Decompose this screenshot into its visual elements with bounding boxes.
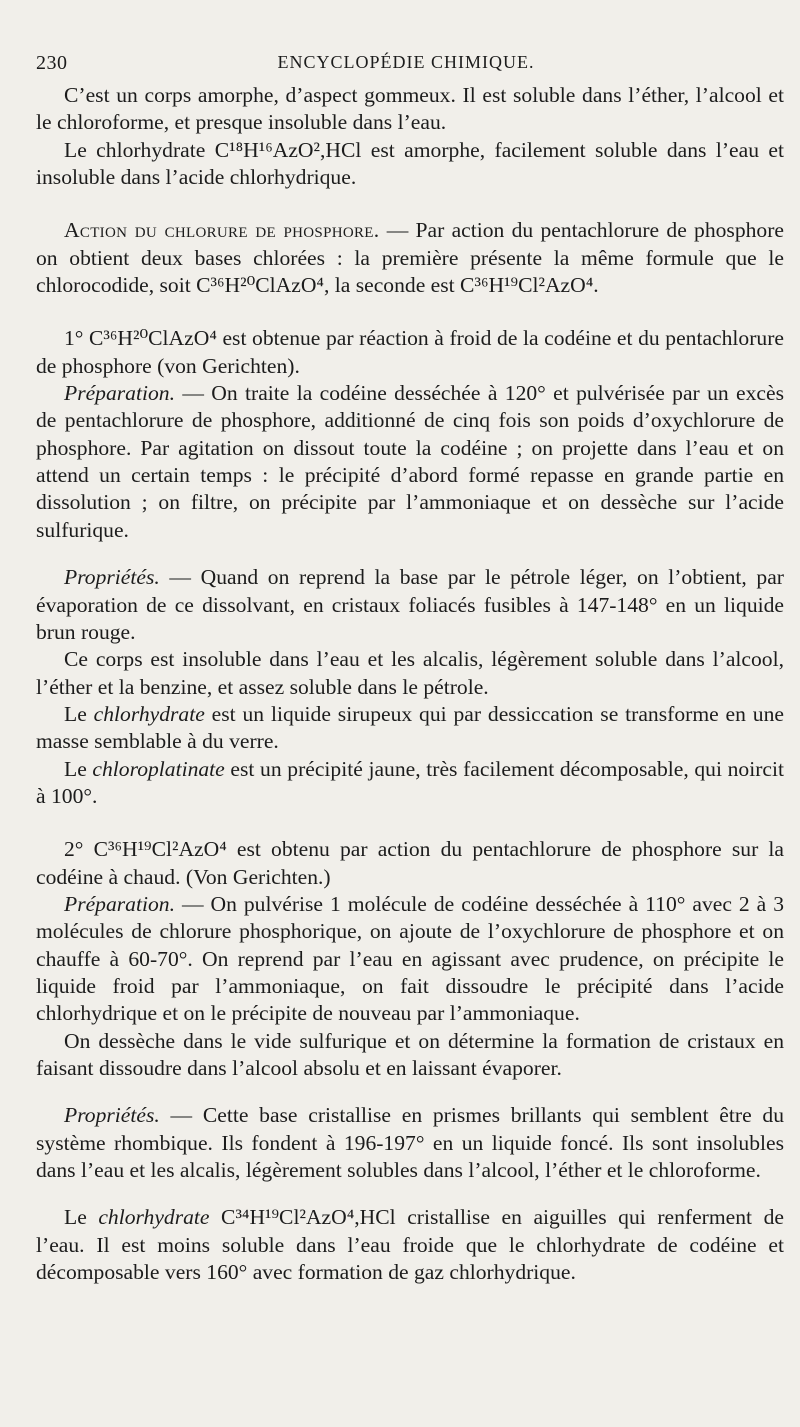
preparation-label: Préparation. (64, 381, 175, 406)
paragraph-preparation-2 (36, 891, 784, 1028)
term-chloroplatinate: chloroplatinate (92, 756, 225, 781)
paragraph-text: — On pulvérise 1 molécule de codéine desséchée à 110° avec 2 à 3 molécules de chlorure phosphorique, on ajoute de l’oxychlorure de phosphore et on chauffe à 60-70°. On reprend par l’eau en agissant avec prudence, on précipite le liquide froid par l’ammoniaque, on fait dissoudre le précipité dans l’acide chlorhydrique et on le précipite de nouveau par l’ammoniaque. (36, 891, 784, 1026)
paragraph-text: est un précipité jaune, très facilement décomposable, qui noircit à 100°. (36, 756, 784, 808)
paragraph-text: est un liquide sirupeux qui par dessiccation se transforme en une masse semblable à du verre. (36, 701, 784, 754)
paragraph-text: — Cette base cristallise en prismes brillants qui semblent être du système rhombique. Ils fondent à 196-197° en un liquide foncé. Ils sont insolubles dans l’eau et les alcalis, légèrement solubles dans l’alcool, l’éther et le chloroforme. (36, 1103, 784, 1183)
page-number: 230 (36, 52, 68, 74)
paragraph-dessiccation: On dessèche dans le vide sulfurique et on détermine la formation de cristaux en faisant dissoudre dans l’alcool absolu et en laissant évaporer. (36, 1028, 784, 1080)
preparation-label: Préparation. (64, 891, 175, 916)
paragraph-solubility: Ce corps est insoluble dans l’eau et les alcalis, légèrement soluble dans l’alcool, l’éther et la benzine, et assez soluble dans le pétrole. (36, 647, 784, 699)
paragraph-text: C³⁴H¹⁹Cl²AzO⁴,HCl cristallise en aiguilles qui renferment de l’eau. Il est moins soluble dans l’eau froide que le chlorhydrate de codéine et décomposable vers 160° avec formation de gaz chlorhydrique. (36, 1205, 784, 1285)
paragraph-2: Le chlorhydrate C¹⁸H¹⁶AzO²,HCl est amorphe, facilement soluble dans l’eau et insoluble dans l’acide chlorhydrique. (36, 137, 784, 190)
paragraph-1: C’est un corps amorphe, d’aspect gommeux. Il est soluble dans l’éther, l’alcool et le chloroforme, et presque insoluble dans l’eau. (36, 83, 784, 135)
paragraph-text: — On traite la codéine desséchée à 120° et pulvérisée par un excès de pentachlorure de phosphore, additionné de cinq fois son poids d’oxychlorure de phosphore. Par agitation on dissout toute la codéine ; on projette dans l’eau et on attend un certain temps : le précipité d’abord formé repasse en grande partie en dissolution ; on filtre, on précipite par l’ammoniaque et on dessèche sur l’acide sulfurique. (36, 381, 784, 542)
running-title: ENCYCLOPÉDIE CHIMIQUE. (277, 52, 535, 72)
paragraph-chloroplatinate (36, 756, 784, 811)
term-chlorhydrate: chlorhydrate (98, 1205, 210, 1230)
paragraph-text: Le (64, 1205, 99, 1230)
section-heading: Action du chlorure de phosphore. (64, 218, 380, 243)
paragraph-chlorhydrate-2 (36, 1204, 784, 1286)
paragraph-text: Le (64, 756, 93, 781)
paragraph-proprietes-2 (36, 1102, 784, 1184)
paragraph-text: Le (64, 701, 94, 726)
paragraph-proprietes-1 (36, 564, 784, 646)
proprietes-label: Propriétés. (64, 565, 160, 590)
page-header (36, 48, 776, 78)
paragraph-text: — Quand on reprend la base par le pétrole léger, on l’obtient, par évaporation de ce dissolvant, en cristaux foliacés fusibles à 147-148° en un liquide brun rouge. (36, 565, 784, 644)
paragraph-text: — Par action du pentachlorure de phosphore on obtient deux bases chlorées : la première présente la même formule que le chlorocodide, soit C³⁶H²⁰ClAzO⁴, la seconde est C³⁶H¹⁹Cl²AzO⁴. (36, 218, 784, 298)
paragraph-preparation-1 (36, 380, 784, 544)
paragraph-action-chlorure (36, 217, 784, 299)
term-chlorhydrate: chlorhydrate (93, 701, 205, 726)
paragraph-chlorhydrate-1 (36, 701, 784, 756)
body-text (36, 82, 784, 1286)
paragraph-base-1: 1° C³⁶H²⁰ClAzO⁴ est obtenue par réaction à froid de la codéine et du pentachlorure de phosphore (von Gerichten). (36, 326, 784, 378)
paragraph-base-2: 2° C³⁶H¹⁹Cl²AzO⁴ est obtenu par action du pentachlorure de phosphore sur la codéine à chaud. (Von Gerichten.) (36, 837, 784, 889)
proprietes-label: Propriétés. (64, 1103, 160, 1128)
